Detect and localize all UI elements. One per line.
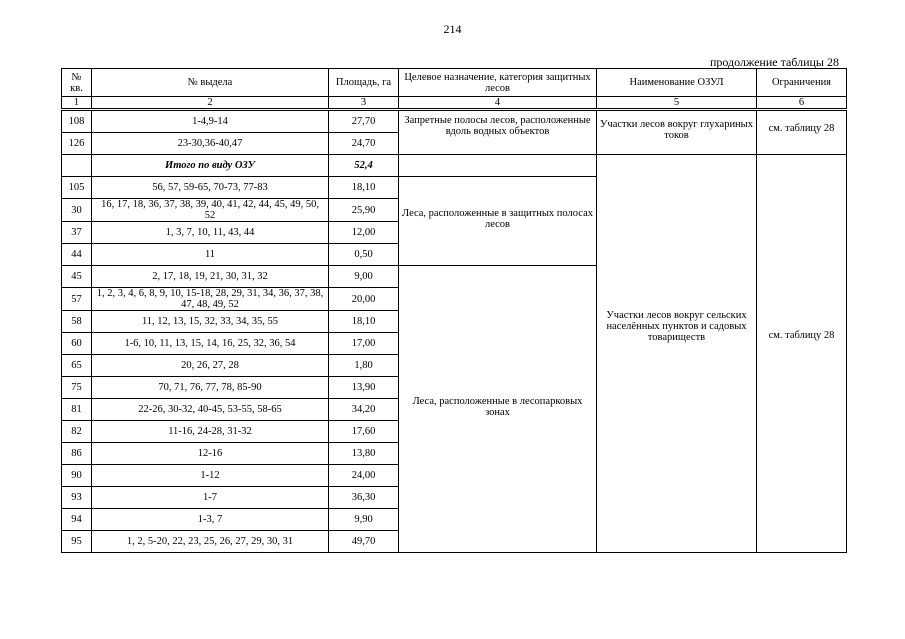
cell-area: 18,10	[329, 177, 399, 199]
forest-table	[61, 68, 847, 553]
col-number: 4	[399, 97, 597, 110]
header-kv: № кв.	[62, 69, 92, 97]
cell-kv: 45	[62, 266, 92, 288]
cell-vydel: 16, 17, 18, 36, 37, 38, 39, 40, 41, 42, 44, 45, 49, 50, 52	[92, 199, 329, 222]
cell-kv: 81	[62, 399, 92, 421]
cell-kv: 105	[62, 177, 92, 199]
cell-vydel: 70, 71, 76, 77, 78, 85-90	[92, 377, 329, 399]
header-limits: Ограничения	[757, 69, 847, 97]
cell-area: 12,00	[329, 222, 399, 244]
cell-kv: 44	[62, 244, 92, 266]
header-vydel: № выдела	[92, 69, 329, 97]
cell-area: 49,70	[329, 531, 399, 553]
cell-area: 13,80	[329, 443, 399, 465]
header-purpose: Целевое назначение, категория защитных лесов	[399, 69, 597, 97]
cell-kv: 65	[62, 355, 92, 377]
cell-area: 24,70	[329, 133, 399, 155]
col-number: 1	[62, 97, 92, 110]
cell-kv: 37	[62, 222, 92, 244]
table-continuation-label: продолжение таблицы 28	[709, 55, 839, 69]
cell-area: 36,30	[329, 487, 399, 509]
cell-vydel: 1-12	[92, 465, 329, 487]
cell-kv: 108	[62, 110, 92, 133]
subtotal-area: 52,4	[329, 155, 399, 177]
cell-area: 24,00	[329, 465, 399, 487]
cell-vydel: 1-4,9-14	[92, 110, 329, 133]
page-number: 214	[443, 22, 462, 36]
cell-area: 20,00	[329, 288, 399, 311]
cell-area: 13,90	[329, 377, 399, 399]
cell-area: 0,50	[329, 244, 399, 266]
cell-vydel: 23-30,36-40,47	[92, 133, 329, 155]
cell-kv: 90	[62, 465, 92, 487]
cell-vydel: 1-3, 7	[92, 509, 329, 531]
header-row	[62, 69, 847, 97]
cell-kv: 58	[62, 311, 92, 333]
col-number: 2	[92, 97, 329, 110]
cell-empty	[399, 155, 597, 177]
cell-kv: 94	[62, 509, 92, 531]
cell-area: 17,00	[329, 333, 399, 355]
cell-area: 18,10	[329, 311, 399, 333]
subtotal-label: Итого по виду ОЗУ	[92, 155, 329, 177]
cell-area: 25,90	[329, 199, 399, 222]
cell-vydel: 1, 2, 3, 4, 6, 8, 9, 10, 15-18, 28, 29, 31, 34, 36, 37, 38, 47, 48, 49, 52	[92, 288, 329, 311]
cell-vydel: 11, 12, 13, 15, 32, 33, 34, 35, 55	[92, 311, 329, 333]
cell-area: 34,20	[329, 399, 399, 421]
cell-kv: 126	[62, 133, 92, 155]
cell-kv: 75	[62, 377, 92, 399]
cell-vydel: 1, 3, 7, 10, 11, 43, 44	[92, 222, 329, 244]
cell-purpose: Леса, расположенные в защитных полосах лесов	[399, 177, 597, 266]
cell-limits: см. таблицу 28	[757, 155, 847, 553]
cell-area: 27,70	[329, 110, 399, 133]
col-number: 5	[597, 97, 757, 110]
cell-vydel: 11	[92, 244, 329, 266]
subtotal-row	[62, 155, 847, 177]
cell-kv: 82	[62, 421, 92, 443]
cell-kv: 57	[62, 288, 92, 311]
table-row	[62, 110, 847, 133]
header-area: Площадь, га	[329, 69, 399, 97]
cell-purpose: Запретные полосы лесов, расположенные вдоль водных объектов	[399, 110, 597, 155]
cell-vydel: 1-7	[92, 487, 329, 509]
cell-kv: 30	[62, 199, 92, 222]
cell-vydel: 1-6, 10, 11, 13, 15, 14, 16, 25, 32, 36, 54	[92, 333, 329, 355]
cell-area: 9,00	[329, 266, 399, 288]
cell-vydel: 2, 17, 18, 19, 21, 30, 31, 32	[92, 266, 329, 288]
cell-ozul: Участки лесов вокруг глухариных токов	[597, 110, 757, 155]
cell-area: 9,90	[329, 509, 399, 531]
cell-empty	[62, 155, 92, 177]
cell-area: 1,80	[329, 355, 399, 377]
cell-vydel: 1, 2, 5-20, 22, 23, 25, 26, 27, 29, 30, 31	[92, 531, 329, 553]
cell-kv: 86	[62, 443, 92, 465]
cell-vydel: 12-16	[92, 443, 329, 465]
cell-ozul: Участки лесов вокруг сельских населённых пунктов и садовых товариществ	[597, 155, 757, 553]
cell-area: 17,60	[329, 421, 399, 443]
cell-limits: см. таблицу 28	[757, 110, 847, 155]
cell-purpose: Леса, расположенные в лесопарковых зонах	[399, 266, 597, 553]
cell-kv: 60	[62, 333, 92, 355]
cell-vydel: 56, 57, 59-65, 70-73, 77-83	[92, 177, 329, 199]
col-number: 6	[757, 97, 847, 110]
cell-vydel: 20, 26, 27, 28	[92, 355, 329, 377]
cell-vydel: 22-26, 30-32, 40-45, 53-55, 58-65	[92, 399, 329, 421]
column-number-row	[62, 97, 847, 110]
header-ozul: Наименование ОЗУЛ	[597, 69, 757, 97]
cell-vydel: 11-16, 24-28, 31-32	[92, 421, 329, 443]
cell-kv: 95	[62, 531, 92, 553]
col-number: 3	[329, 97, 399, 110]
cell-kv: 93	[62, 487, 92, 509]
